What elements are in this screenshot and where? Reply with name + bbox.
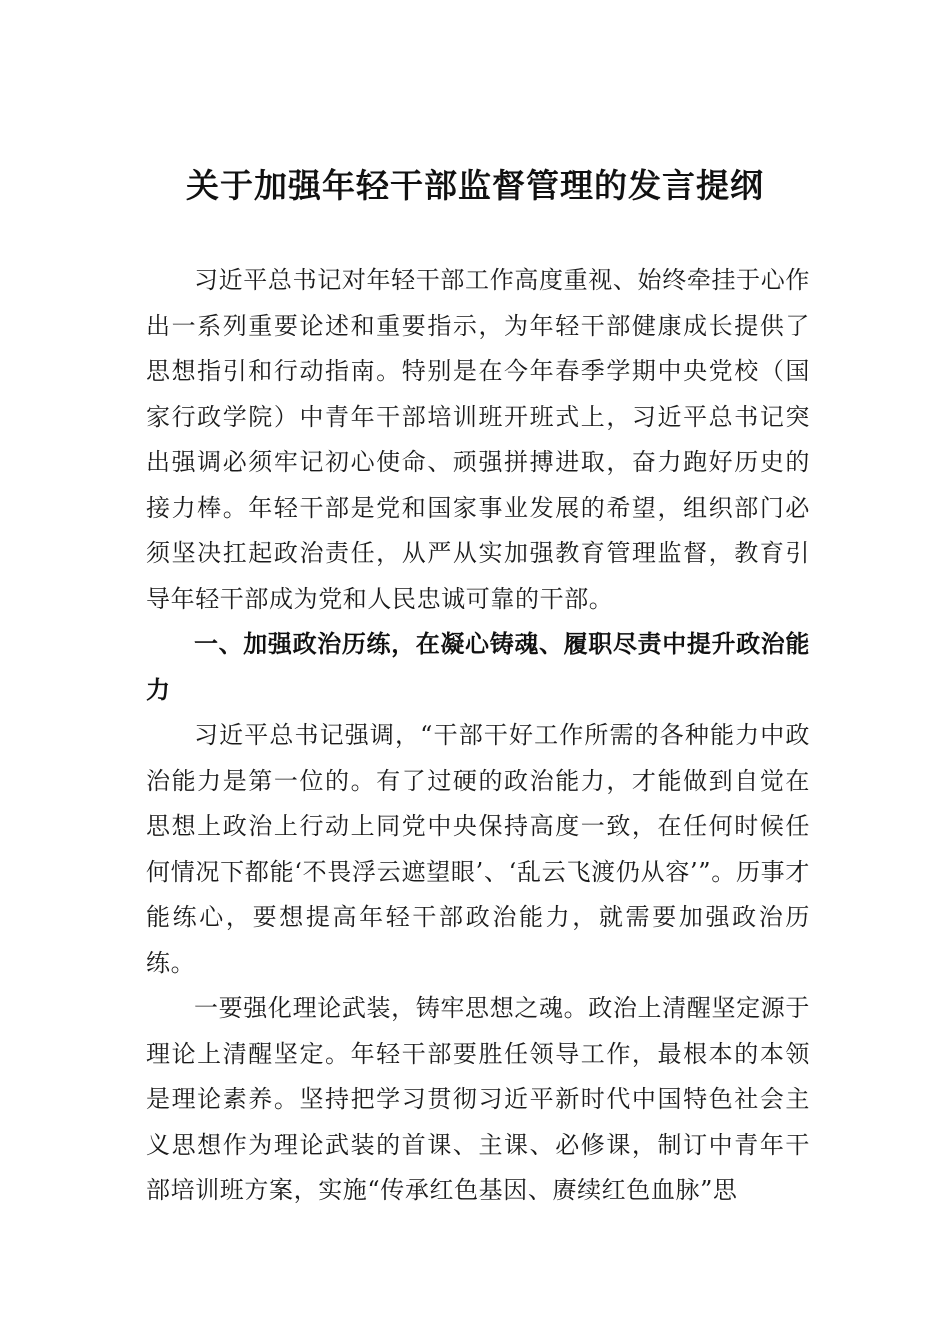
intro-paragraph: 习近平总书记对年轻干部工作高度重视、始终牵挂于心作出一系列重要论述和重要指示，为年轻干部健康成长提供了思想指引和行动指南。特别是在今年春季学期中央党校（国家行政学院）中青年干部培训班开班式上，习近平总书记突出强调必须牢记初心使命、顽强拼搏进取，奋力跑好历史的接力棒。年轻干部是党和国家事业发展的希望，组织部门必须坚决扛起政治责任，从严从实加强教育管理监督，教育引导年轻干部成为党和人民忠诚可靠的干部。	[146, 266, 810, 613]
document-body	[146, 258, 810, 1214]
body-paragraph: 一要强化理论武装，铸牢思想之魂。政治上清醒坚定源于理论上清醒坚定。年轻干部要胜任领导工作，最根本的本领是理论素养。坚持把学习贯彻习近平新时代中国特色社会主义思想作为理论武装的首课、主课、必修课，制订中青年干部培训班方案，实施“传承红色基因、赓续红色血脉”思	[146, 994, 810, 1204]
body-paragraph: 习近平总书记强调，“干部干好工作所需的各种能力中政治能力是第一位的。有了过硬的政治能力，才能做到自觉在思想上政治上行动上同党中央保持高度一致，在任何时候任何情况下都能‘不畏浮云遮望眼’、‘乱云飞渡仍从容’”。历事才能练心，要想提高年轻干部政治能力，就需要加强政治历练。	[146, 721, 810, 977]
section-heading: 一、加强政治历练，在凝心铸魂、履职尽责中提升政治能力	[146, 630, 810, 704]
document-title: 关于加强年轻干部监督管理的发言提纲	[186, 166, 764, 205]
